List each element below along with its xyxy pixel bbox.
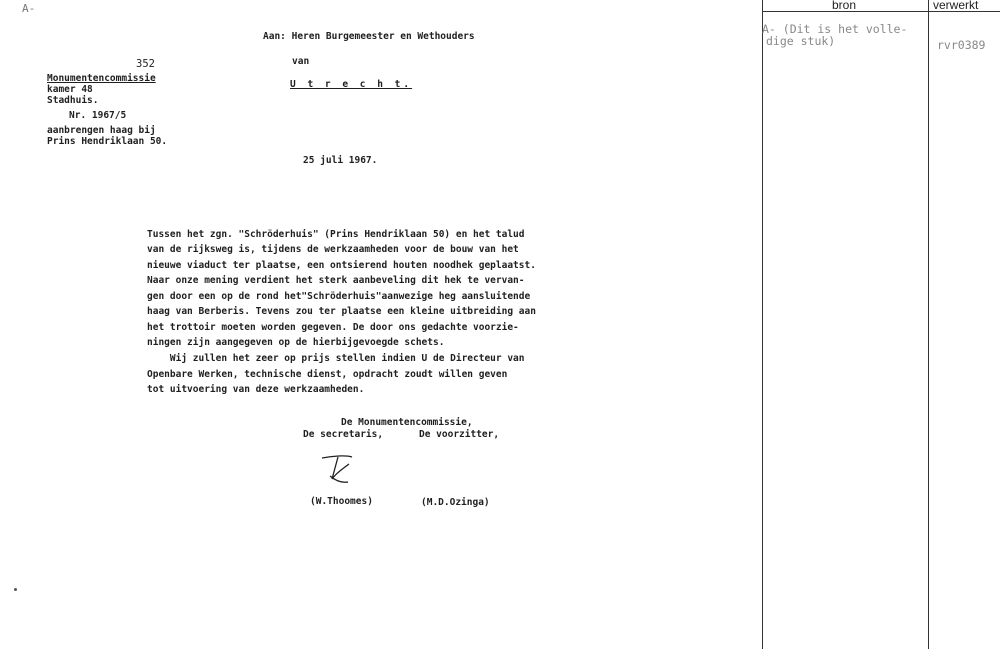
sender-org: Monumentencommissie [47, 73, 156, 84]
body-line: Openbare Werken, technische dienst, opdracht zoudt willen geven [147, 369, 508, 380]
body-line: het trottoir moeten worden gegeven. De door ons gedachte voorzie- [147, 322, 519, 333]
signature-mark [318, 452, 358, 486]
chair-title: De voorzitter, [419, 429, 500, 440]
subject-line-2: Prins Hendriklaan 50. [47, 136, 168, 147]
panel-divider-left [762, 0, 763, 649]
panel-note-line-2: dige stuk) [766, 34, 836, 48]
stray-dot [14, 588, 17, 591]
sender-building: Stadhuis. [47, 95, 99, 106]
body-line: Naar onze mening verdient het sterk aanbeveling dit hek te vervan- [147, 275, 525, 286]
body-line: van de rijksweg is, tijdens de werkzaamheden voor de bouw van het [147, 244, 519, 255]
panel-processed-code: rvr0389 [937, 38, 986, 52]
secretary-title: De secretaris, [303, 429, 384, 440]
closing-org: De Monumentencommissie, [341, 417, 473, 428]
address-city: U t r e c h t. [290, 79, 413, 90]
file-number: Nr. 1967/5 [69, 110, 127, 121]
chair-name: (M.D.Ozinga) [421, 497, 490, 508]
secretary-name: (W.Thoomes) [310, 496, 373, 507]
reference-number: 352 [136, 58, 155, 70]
address-van: van [292, 56, 310, 67]
panel-header-bron: bron [832, 0, 857, 12]
subject-line-1: aanbrengen haag bij [47, 125, 156, 136]
body-line: Wij zullen het zeer op prijs stellen indien U de Directeur van [147, 353, 525, 364]
body-line: haag van Berberis. Tevens zou ter plaatse een kleine uitbreiding aan [147, 306, 536, 317]
sender-room: kamer 48 [47, 84, 93, 95]
body-line: gen door een op de rond het"Schröderhuis"aanwezige heg aansluitende [147, 291, 531, 302]
panel-note-line-1: A- (Dit is het volle- [762, 22, 908, 36]
panel-header-verwerkt: verwerkt [933, 0, 979, 12]
margin-mark: A- [22, 2, 36, 15]
body-line: ningen zijn aangegeven op de hierbijgevoegde schets. [147, 337, 445, 348]
body-line: Tussen het zgn. "Schröderhuis" (Prins Hendriklaan 50) en het talud [147, 229, 525, 240]
panel-divider-right [928, 0, 929, 649]
body-line: tot uitvoering van deze werkzaamheden. [147, 384, 365, 395]
body-line: nieuwe viaduct ter plaatse, een ontsierend houten noodhek geplaatst. [147, 260, 536, 271]
letter-date: 25 juli 1967. [303, 155, 378, 166]
address-line: Aan: Heren Burgemeester en Wethouders [263, 31, 475, 42]
